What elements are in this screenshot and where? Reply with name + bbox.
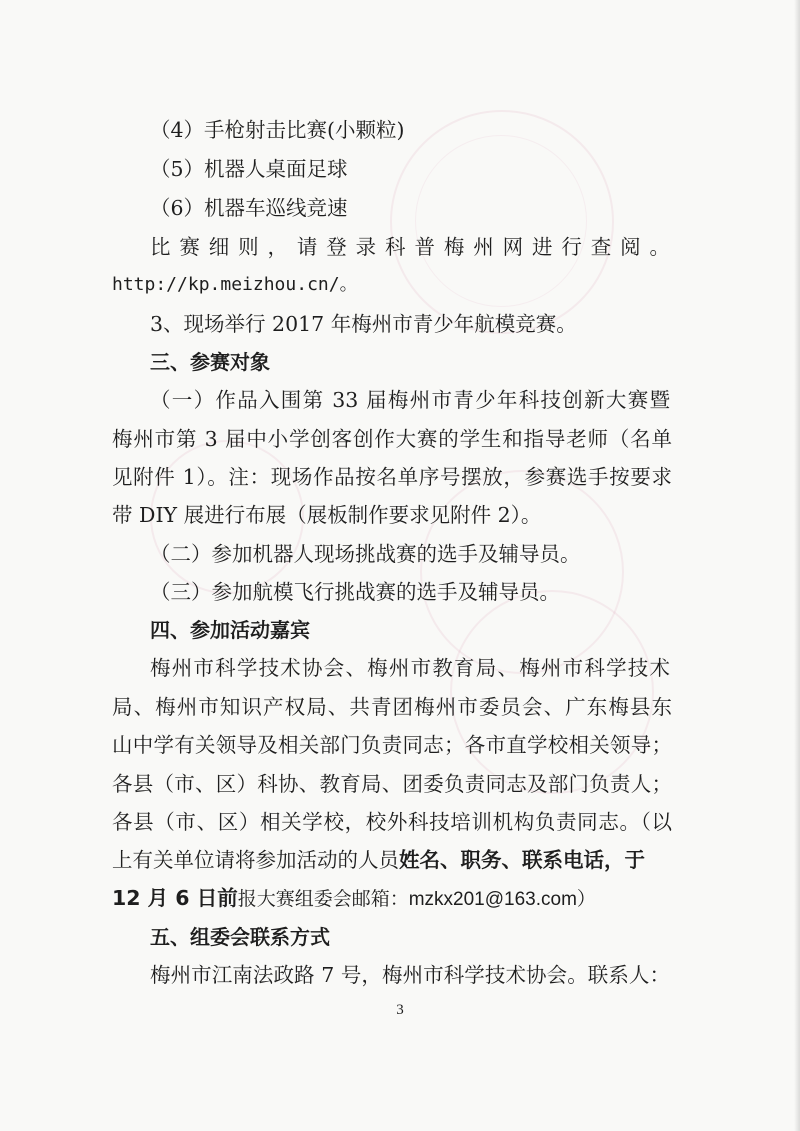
section-4-heading: 四、参加活动嘉宾 bbox=[150, 618, 310, 642]
guests-line-6 bbox=[112, 846, 672, 874]
guests-line-2: 局、梅州市知识产权局、共青团梅州市委员会、广东梅县东 bbox=[112, 695, 672, 719]
rules-url-line: http://kp.meizhou.cn/。 bbox=[112, 274, 358, 295]
list-item-5: （5）机器人桌面足球 bbox=[150, 157, 348, 181]
email-text: 报大赛组委会邮箱：mzkx201@163.com） bbox=[237, 889, 596, 910]
participants-p2: （二）参加机器人现场挑战赛的选手及辅导员。 bbox=[150, 542, 581, 566]
list-item-4: （4）手枪射击比赛(小颗粒) bbox=[150, 118, 405, 142]
deadline-emphasis: 12 月 6 日前 bbox=[112, 886, 238, 910]
guests-line-3: 山中学有关领导及相关部门负责同志；各市直学校相关领导； bbox=[112, 733, 672, 757]
scan-edge-shadow bbox=[794, 0, 800, 1131]
participants-p1-line-1: （一）作品入围第 33 届梅州市青少年科技创新大赛暨 bbox=[150, 388, 670, 412]
guests-line-6-emphasis: 姓名、职务、联系电话，于 bbox=[399, 848, 645, 872]
guests-line-5: 各县（市、区）相关学校，校外科技培训机构负责同志。（以 bbox=[112, 810, 672, 834]
participants-p1-line-3: 见附件 1）。注：现场作品按名单序号摆放，参赛选手按要求 bbox=[112, 465, 672, 489]
guests-line-4: 各县（市、区）科协、教育局、团委负责同志及部门负责人； bbox=[112, 772, 672, 796]
guests-line-6-text: 上有关单位请将参加活动的人员 bbox=[112, 848, 399, 872]
contact-line-1: 梅州市江南法政路 7 号，梅州市科学技术协会。联系人： bbox=[150, 963, 670, 987]
section-3-heading: 三、参赛对象 bbox=[150, 350, 270, 374]
guests-line-7 bbox=[112, 884, 672, 914]
page-number: 3 bbox=[396, 1002, 404, 1018]
list-item-6: （6）机器车巡线竞速 bbox=[150, 196, 348, 220]
section-5-heading: 五、组委会联系方式 bbox=[150, 925, 330, 949]
item-3-line: 3、现场举行 2017 年梅州市青少年航模竞赛。 bbox=[150, 312, 577, 336]
rules-line-1: 比赛细则，请登录科普梅州网进行查阅。 bbox=[150, 235, 670, 259]
participants-p3: （三）参加航模飞行挑战赛的选手及辅导员。 bbox=[150, 580, 560, 604]
guests-line-1: 梅州市科学技术协会、梅州市教育局、梅州市科学技术 bbox=[150, 656, 670, 680]
participants-p1-line-2: 梅州市第 3 届中小学创客创作大赛的学生和指导老师（名单 bbox=[112, 427, 672, 451]
participants-p1-line-4: 带 DIY 展进行布展（展板制作要求见附件 2）。 bbox=[112, 503, 542, 527]
